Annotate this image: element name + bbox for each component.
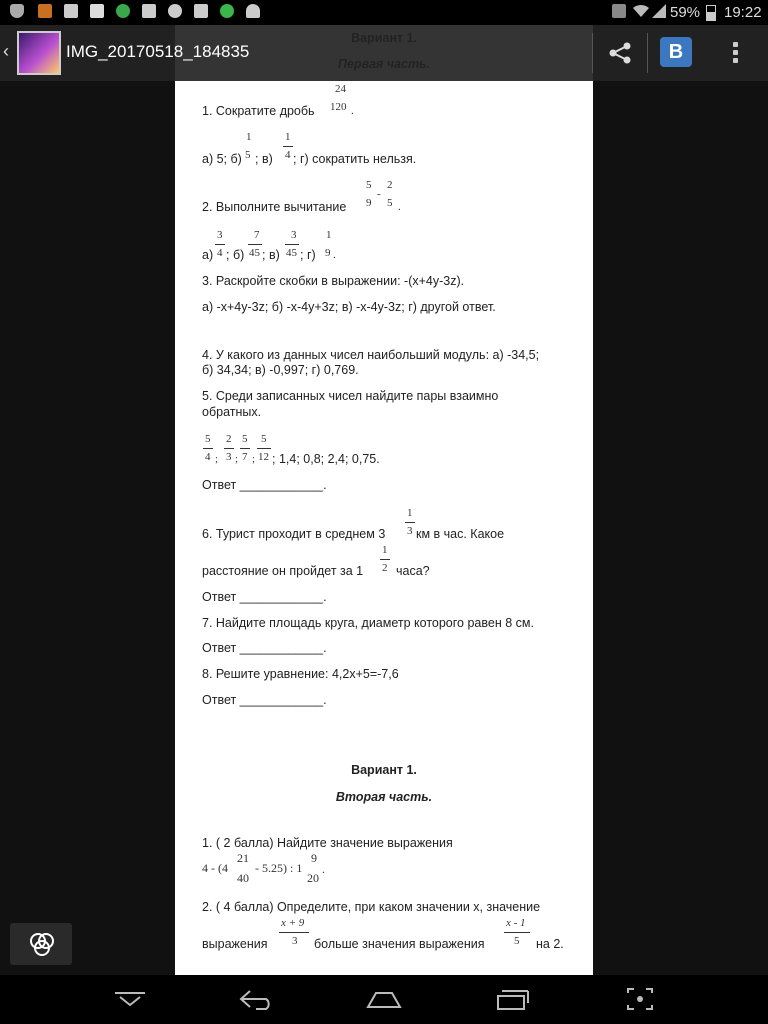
q6-f1-num: 1 [407, 507, 413, 519]
q1-b-num: 1 [246, 131, 252, 143]
part2-question-2-middle: больше значения выражения [314, 937, 485, 951]
q5-f2-bar [224, 448, 234, 449]
q5-f4-den: 12 [258, 451, 269, 463]
q5-f3-num: 5 [242, 433, 248, 445]
q1-v-den: 4 [285, 149, 291, 161]
p2q1-expr-mid: - 5.25) : 1 [255, 861, 303, 875]
gallery-app-icon[interactable] [17, 31, 61, 75]
shield-icon [10, 4, 24, 18]
q5-tail: ; 1,4; 0,8; 2,4; 0,75. [272, 452, 380, 466]
q5-f3-den: 7 [242, 451, 248, 463]
part2-question-1: 1. ( 2 балла) Найдите значение выражения [202, 836, 453, 850]
question-7: 7. Найдите площадь круга, диаметр которого равен 8 см. [202, 616, 534, 630]
q2-period: . [398, 201, 401, 213]
answer-line-5: Ответ ____________. [202, 478, 327, 492]
q2-v-num: 3 [291, 229, 297, 241]
navigation-bar [0, 975, 768, 1024]
question-6-line2: расстояние он пройдет за 1 [202, 564, 364, 578]
q6-f1-den: 3 [407, 525, 413, 537]
q2-f1-num: 5 [366, 179, 372, 191]
p2q2-f2-bar [504, 932, 530, 933]
document-page [175, 25, 593, 975]
chat-app-icon [116, 4, 130, 18]
q2-sep-g: ; г) [300, 248, 316, 262]
q1-sep-v: ; в) [255, 152, 273, 166]
vk-share-button[interactable]: В [660, 37, 692, 67]
q2-f2-den: 5 [387, 197, 393, 209]
chevron-down-icon [110, 987, 150, 1011]
q6-line2-tail: часа? [396, 564, 430, 578]
back-arrow-icon [236, 987, 276, 1011]
share-button[interactable] [592, 33, 648, 73]
q5-f2-den: 3 [226, 451, 232, 463]
answer-line-8: Ответ ____________. [202, 693, 327, 707]
mute-icon [612, 4, 626, 18]
q2-ans-a: а) [202, 248, 214, 262]
q5-sep-3: ; [252, 453, 256, 465]
q2-a-num: 3 [217, 229, 223, 241]
question-6-line1: 6. Турист проходит в среднем 3 [202, 527, 386, 541]
floating-overlay-button[interactable] [10, 923, 72, 965]
hide-keyboard-button[interactable] [110, 987, 150, 1011]
p2q2-f1-den: 3 [292, 935, 298, 947]
q2-f1-den: 9 [366, 197, 372, 209]
question-4-line1: 4. У какого из данных чисел наибольший модуль: а) -34,5; [202, 348, 540, 362]
q5-f4-bar [257, 448, 271, 449]
back-chevron-icon[interactable]: ‹ [3, 41, 9, 61]
android-icon [246, 4, 260, 18]
q2-a-bar [215, 244, 225, 245]
q2-sep-v: ; в) [262, 248, 280, 262]
question-3-answers: а) -x+4y-3z; б) -x-4y+3z; в) -x-4y-3z; г) другой ответ. [202, 300, 496, 314]
clock: 19:22 [724, 4, 762, 21]
p2q1-f2-den: 20 [307, 871, 319, 885]
home-icon [364, 987, 404, 1011]
message-icon [194, 4, 208, 18]
q5-f1-den: 4 [205, 451, 211, 463]
screenshot-button[interactable] [620, 987, 660, 1011]
share-icon [608, 42, 632, 64]
whatsapp-icon [168, 4, 182, 18]
screenshot-icon [620, 987, 660, 1011]
answer-line-7: Ответ ____________. [202, 641, 327, 655]
p2q1-f1-den: 40 [237, 871, 249, 885]
q2-period-2: . [333, 249, 336, 261]
recent-apps-button[interactable] [492, 987, 532, 1011]
p2q2-f2-num: x - 1 [506, 917, 526, 929]
question-5-line2: обратных. [202, 405, 262, 419]
q1-numerator: 24 [335, 83, 346, 95]
question-5-line1: 5. Среди записанных чисел найдите пары взаимно [202, 389, 499, 403]
spotify-icon [220, 4, 234, 18]
q5-f4-num: 5 [261, 433, 267, 445]
question-1: 1. Сократите дробь [202, 104, 315, 118]
circles-icon [27, 931, 57, 957]
q2-sep-b: ; б) [226, 248, 245, 262]
q6-f1-bar [405, 522, 415, 523]
question-2: 2. Выполните вычитание [202, 200, 347, 214]
p2q1-period: . [322, 862, 325, 876]
battery-percent: 59% [670, 4, 701, 21]
q2-f2-num: 2 [387, 179, 393, 191]
q5-sep-1: ; [215, 453, 219, 465]
q6-f2-bar [380, 559, 390, 560]
mail-icon [142, 4, 156, 18]
p2q1-f1-num: 21 [237, 851, 249, 865]
back-button[interactable] [236, 987, 276, 1011]
q1-b-den: 5 [245, 149, 251, 161]
variant-header-2: Вариант 1. [351, 763, 417, 777]
p2q2-f1-num: x + 9 [281, 917, 305, 929]
question-4-line2: б) 34,34; в) -0,997; г) 0,769. [202, 363, 359, 377]
q5-f3-bar [240, 448, 250, 449]
part2-question-2-prefix: выражения [202, 937, 268, 951]
q1-tail: ; г) сократить нельзя. [293, 152, 417, 166]
recent-apps-icon [492, 987, 532, 1011]
action-bar [0, 25, 768, 81]
app-notification-icon [38, 4, 52, 18]
answer-line-6: Ответ ____________. [202, 590, 327, 604]
p2q2-f1-bar [279, 932, 309, 933]
part2-question-2-line1: 2. ( 4 балла) Определите, при каком значении x, значение [202, 900, 541, 914]
q2-b-bar [248, 244, 262, 245]
q6-f2-den: 2 [382, 562, 388, 574]
wifi-icon [632, 4, 650, 18]
q2-v-den: 45 [286, 247, 297, 259]
q2-g-den: 9 [325, 247, 331, 259]
q5-f2-num: 2 [226, 433, 232, 445]
battery-icon [706, 5, 716, 21]
part2-question-2-suffix: на 2. [536, 937, 564, 951]
q1-period: . [351, 105, 354, 117]
q2-a-den: 4 [217, 247, 223, 259]
part-header-2: Вторая часть. [335, 790, 433, 804]
q5-f1-num: 5 [205, 433, 211, 445]
status-bar [0, 0, 768, 25]
p2q1-f2-num: 9 [311, 851, 317, 865]
signal-icon [652, 4, 666, 18]
home-button[interactable] [364, 987, 404, 1011]
q5-sep-2: ; [235, 453, 239, 465]
question-8: 8. Решите уравнение: 4,2x+5=-7,6 [202, 667, 399, 681]
bookmark-icon [90, 4, 104, 18]
q2-minus: - [377, 188, 381, 200]
q1-v-num: 1 [285, 131, 291, 143]
p2q1-expr: 4 - (4 [202, 861, 228, 875]
q6-line1-tail: км в час. Какое [416, 527, 505, 541]
q5-f1-bar [203, 448, 213, 449]
q2-g-num: 1 [326, 229, 332, 241]
question-1-answers: а) 5; б) [202, 152, 242, 166]
q1-denominator: 120 [330, 101, 347, 113]
q6-f2-num: 1 [382, 544, 388, 556]
p2q2-f2-den: 5 [514, 935, 520, 947]
overflow-menu-button[interactable] [724, 35, 748, 71]
q2-b-den: 45 [249, 247, 260, 259]
q2-v-bar [285, 244, 299, 245]
image-title: IMG_20170518_184835 [66, 42, 250, 61]
q1-v-bar [283, 146, 293, 147]
q2-b-num: 7 [254, 229, 260, 241]
youtube-icon [64, 4, 78, 18]
question-3: 3. Раскройте скобки в выражении: -(x+4y-3z). [202, 274, 465, 288]
